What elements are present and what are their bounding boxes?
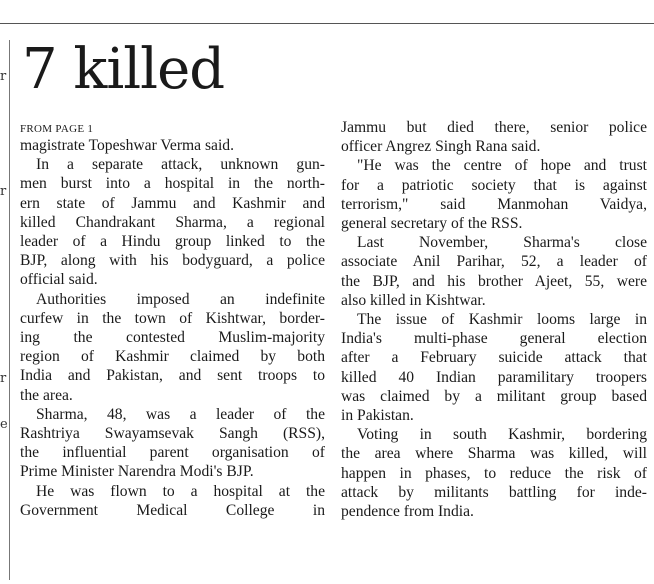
right-column-body <box>341 118 647 521</box>
article-paragraph <box>20 482 325 520</box>
text-line: men burst into a hospital in the north- <box>20 175 325 193</box>
text-line: was claimed by a militant group based <box>341 387 647 405</box>
text-line: official said. <box>20 271 98 289</box>
article-paragraph <box>20 405 325 482</box>
text-line: "He was the centre of hope and trust <box>357 157 647 175</box>
text-line: pendence from India. <box>341 503 474 521</box>
text-line: associate Anil Parihar, 52, a leader of <box>341 253 647 271</box>
text-line: the area. <box>20 386 73 404</box>
article-paragraph <box>20 155 325 289</box>
article-paragraph <box>341 118 647 156</box>
text-line: for a patriotic society that is against <box>341 176 647 194</box>
text-line: attack by militants battling for inde- <box>341 483 647 501</box>
text-line: Prime Minister Narendra Modi's BJP. <box>20 463 254 481</box>
text-line: after a February suicide attack that <box>341 349 647 367</box>
text-line: India and Pakistan, and sent troops to <box>20 367 325 385</box>
text-line: He was flown to a hospital at the <box>36 482 325 500</box>
text-line: curfew in the town of Kishtwar, border- <box>20 309 325 327</box>
text-line: killed 40 Indian paramilitary troopers <box>341 368 647 386</box>
text-line: terrorism," said Manmohan Vaidya, <box>341 195 647 213</box>
text-line: in Pakistan. <box>341 407 414 425</box>
edge-letter: r <box>0 371 7 386</box>
text-line: Last November, Sharma's close <box>357 234 647 252</box>
text-line: the BJP, and his brother Ajeet, 55, were <box>341 272 647 290</box>
text-line: magistrate Topeshwar Verma said. <box>20 137 234 154</box>
text-line: BJP, along with his bodyguard, a police <box>20 252 325 270</box>
edge-letter: r <box>0 69 7 84</box>
text-line: The issue of Kashmir looms large in <box>357 311 647 329</box>
kicker: FROM PAGE 1 <box>20 123 94 135</box>
text-line: India's multi-phase general election <box>341 330 647 348</box>
top-rule <box>0 23 654 24</box>
left-column-body <box>20 136 325 520</box>
text-line: happen in phases, to reduce the risk of <box>341 464 647 482</box>
column-divider <box>9 40 10 580</box>
text-line: also killed in Kishtwar. <box>341 291 486 309</box>
text-line: the area where Sharma was killed, will <box>341 445 647 463</box>
text-line: general secretary of the RSS. <box>341 215 523 233</box>
text-line: Government Medical College in <box>20 501 325 519</box>
text-line: region of Kashmir claimed by both <box>20 348 325 366</box>
article-paragraph <box>20 290 325 405</box>
text-line: Voting in south Kashmir, bordering <box>357 426 647 444</box>
text-line: leader of a Hindu group linked to the <box>20 233 325 251</box>
article-column-right <box>341 118 647 521</box>
edge-letter: r <box>0 184 7 199</box>
text-line: killed Chandrakant Sharma, a regional <box>20 213 325 231</box>
article-paragraph <box>341 156 647 233</box>
headline: 7 killed <box>22 37 225 102</box>
text-line: In a separate attack, unknown gun- <box>36 156 325 174</box>
article-paragraph <box>341 425 647 521</box>
edge-letter: e <box>0 417 8 432</box>
article-column-left <box>20 118 325 520</box>
text-line: ing the contested Muslim-majority <box>20 329 325 347</box>
article-paragraph <box>341 310 647 425</box>
text-line: the influential parent organisation of <box>20 444 325 462</box>
text-line: Rashtriya Swayamsevak Sangh (RSS), <box>20 425 325 443</box>
article-paragraph <box>20 136 325 155</box>
text-line: officer Angrez Singh Rana said. <box>341 138 541 156</box>
text-line: Jammu but died there, senior police <box>341 119 647 136</box>
text-line: Sharma, 48, was a leader of the <box>36 405 325 423</box>
text-line: ern state of Jammu and Kashmir and <box>20 194 325 212</box>
article-paragraph <box>341 233 647 310</box>
text-line: Authorities imposed an indefinite <box>36 290 325 308</box>
